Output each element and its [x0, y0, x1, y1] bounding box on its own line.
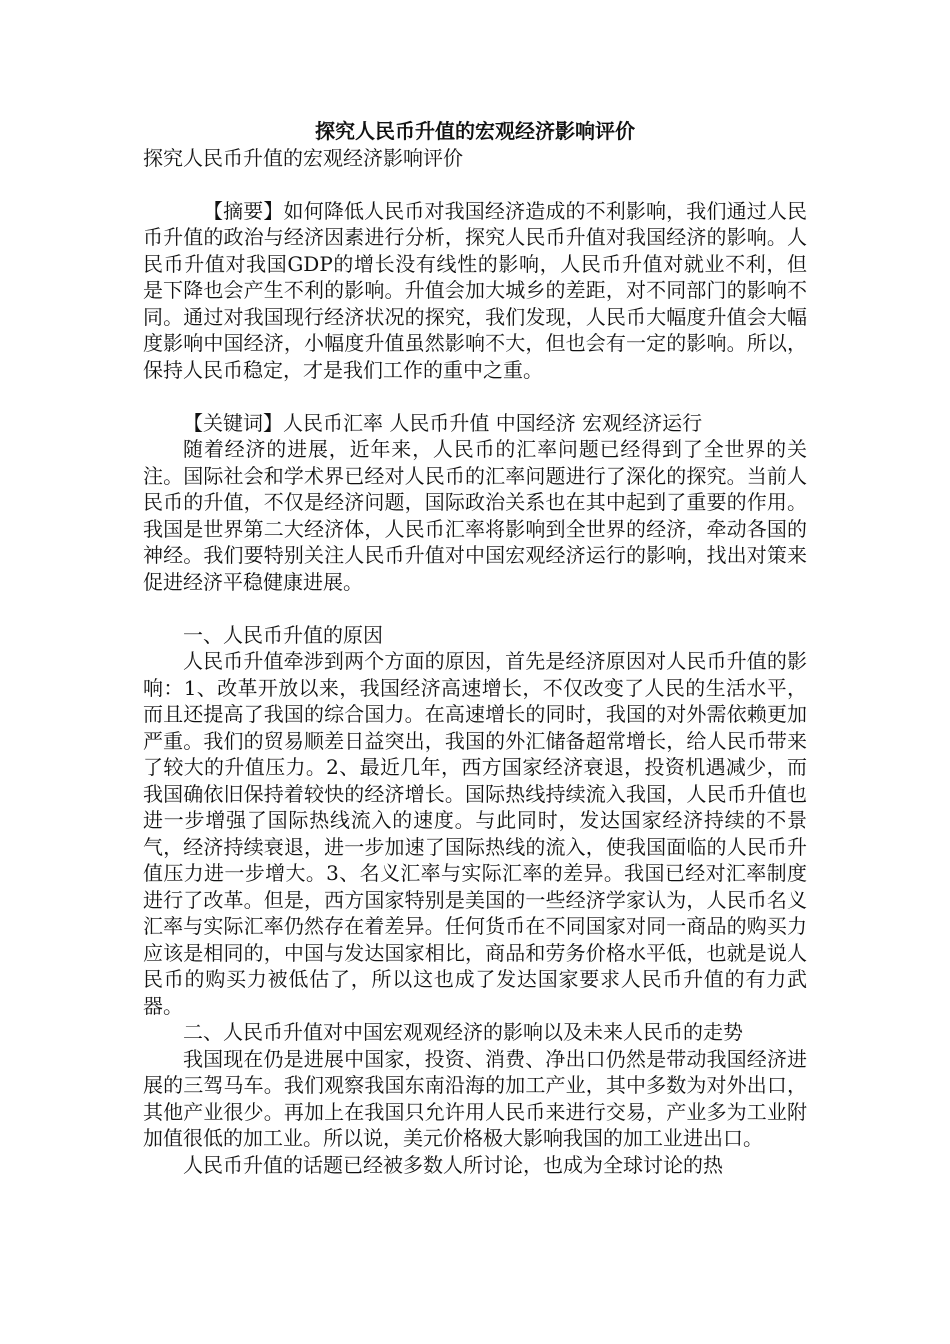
- spacer: [143, 383, 807, 410]
- section2-heading: 二、人民币升值对中国宏观观经济的影响以及未来人民币的走势: [183, 1020, 743, 1044]
- section2-paragraph: 我国现在仍是进展中国家，投资、消费、净出口仍然是带动我国经济进展的三驾马车。我们观察我国东南沿海的加工产业，其中多数为对外出口，其他产业很少。再加上在我国只允许用人民币来进行交易，产业多为工业附加值很低的加工业。所以说，美元价格极大影响我国的加工业进出口。: [143, 1046, 807, 1150]
- document-subtitle: 探究人民币升值的宏观经济影响评价: [143, 145, 463, 170]
- keywords-paragraph: 【关键词】人民币汇率 人民币升值 中国经济 宏观经济运行: [183, 410, 703, 435]
- section1-paragraph: 人民币升值牵涉到两个方面的原因，首先是经济原因对人民币升值的影响：1、改革开放以来，我国经济高速增长，不仅改变了人民的生活水平，而且还提高了我国的综合国力。在高速增长的同时，我国的对外需依赖更加严重。我们的贸易顺差日益突出，我国的外汇储备超常增长，给人民币带来了较大的升值压力。2、最近几年，西方国家经济衰退，投资机遇减少，而我国确依旧保持着较快的经济增长。国际热线持续流入我国，人民币升值也进一步增强了国际热线流入的速度。与此同时，发达国家经济持续的不景气，经济持续衰退，进一步加速了国际热线的流入，使我国面临的人民币升值压力进一步增大。3、名义汇率与实际汇率的差异。我国已经对汇率制度进行了改革。但是，西方国家特别是美国的一些经济学家认为，人民币名义汇率与实际汇率仍然存在着差异。任何货币在不同国家对同一商品的购买力应该是相同的，中国与发达国家相比，商品和劳务价格水平低，也就是说人民币的购买力被低估了，所以这也成了发达国家要求人民币升值的有力武器。: [143, 649, 807, 1018]
- document-title: 探究人民币升值的宏观经济影响评价: [315, 119, 635, 143]
- spacer: [143, 171, 807, 198]
- section2-paragraph-continued: 人民币升值的话题已经被多数人所讨论，也成为全球讨论的热: [183, 1152, 723, 1177]
- abstract-paragraph: 【摘要】如何降低人民币对我国经济造成的不利影响，我们通过人民币升值的政治与经济因素进行分析，探究人民币升值对我国经济的影响。人民币升值对我国GDP的增长没有线性的影响，人民币升值对就业不利，但是下降也会产生不利的影响。升值会加大城乡的差距，对不同部门的影响不同。通过对我国现行经济状况的探究，我们发现，人民币大幅度升值会大幅度影响中国经济，小幅度升值虽然影响不大，但也会有一定的影响。所以，保持人民币稳定，才是我们工作的重中之重。: [143, 198, 807, 382]
- intro-paragraph: 随着经济的进展，近年来，人民币的汇率问题已经得到了全世界的关注。国际社会和学术界已经对人民币的汇率问题进行了深化的探究。当前人民币的升值，不仅是经济问题，国际政治关系也在其中起到了重要的作用。我国是世界第二大经济体，人民币汇率将影响到全世界的经济，牵动各国的神经。我们要特别关注人民币升值对中国宏观经济运行的影响，找出对策来促进经济平稳健康进展。: [143, 437, 807, 594]
- document-page: [143, 118, 807, 1178]
- section1-heading: 一、人民币升值的原因: [183, 622, 383, 647]
- spacer: [143, 595, 807, 622]
